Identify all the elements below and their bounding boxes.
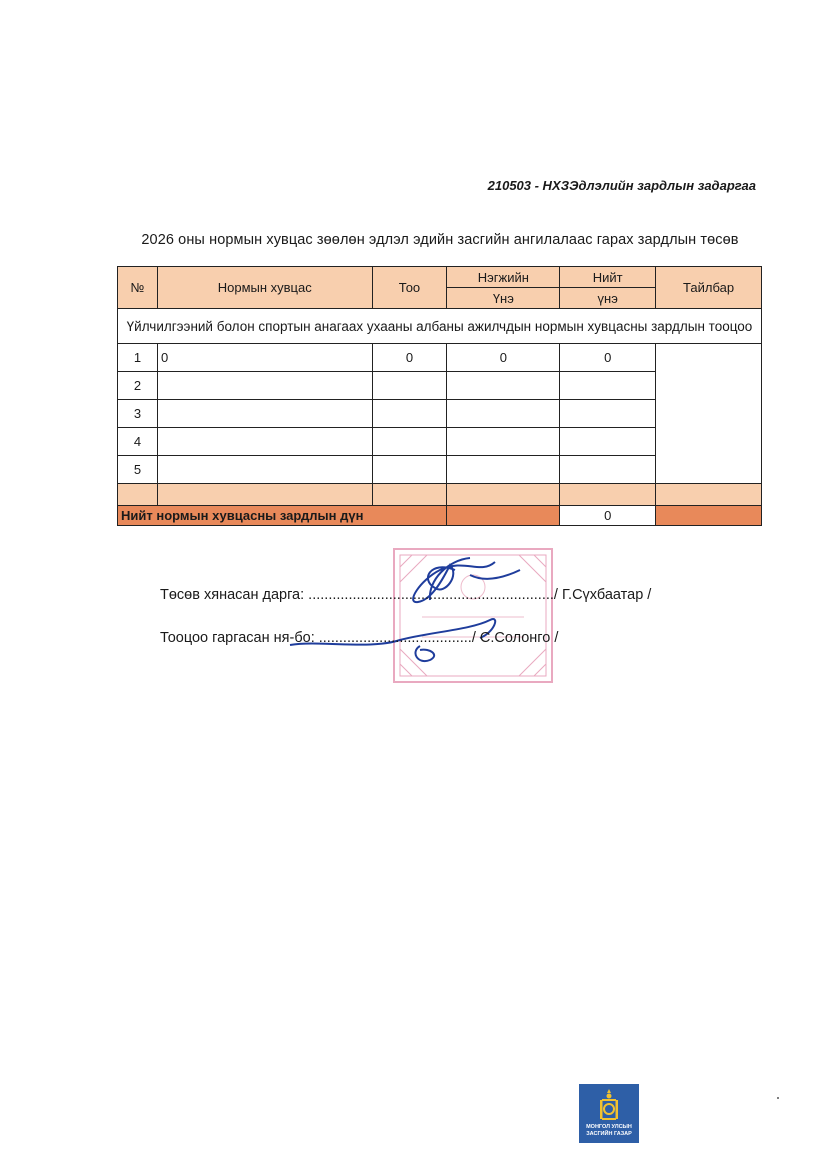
signature-line-accountant: Тооцоо гаргасан ня-бо: ....................................../ С.Солонго / xyxy=(160,630,559,646)
subtotal-cell xyxy=(372,484,447,506)
header-unit-bottom: Үнэ xyxy=(447,288,560,309)
subtotal-cell xyxy=(118,484,158,506)
table-header-row xyxy=(118,267,762,288)
soyombo-emblem-icon xyxy=(597,1088,621,1122)
row-no: 3 xyxy=(118,400,158,428)
row-no: 2 xyxy=(118,372,158,400)
row-name xyxy=(157,400,372,428)
header-note: Тайлбар xyxy=(656,267,762,309)
header-no: № xyxy=(118,267,158,309)
logo-text-line1: МОНГОЛ УЛСЫН xyxy=(586,1124,632,1130)
section-row xyxy=(118,309,762,344)
government-logo xyxy=(579,1084,639,1143)
row-name xyxy=(157,456,372,484)
row-qty xyxy=(372,400,447,428)
subtotal-cell xyxy=(656,484,762,506)
header-total-top: Нийт xyxy=(560,267,656,288)
row-note xyxy=(656,344,762,484)
row-unit-price xyxy=(447,456,560,484)
total-empty-cell xyxy=(447,506,560,526)
table-row xyxy=(118,344,762,372)
row-total: 0 xyxy=(560,344,656,372)
row-unit-price xyxy=(447,428,560,456)
subtotal-cell xyxy=(560,484,656,506)
code-title: 210503 - НХЗЭдлэлийн зардлын задаргаа xyxy=(487,178,756,193)
row-name: 0 xyxy=(157,344,372,372)
row-total xyxy=(560,400,656,428)
total-note-cell xyxy=(656,506,762,526)
row-unit-price xyxy=(447,372,560,400)
subtotal-cell xyxy=(447,484,560,506)
row-name xyxy=(157,428,372,456)
row-name xyxy=(157,372,372,400)
signature-line-director: Төсөв хянасан дарга: ............................................................./ Г.Сүхбаатар / xyxy=(160,587,652,603)
row-total xyxy=(560,456,656,484)
subtotal-cell xyxy=(157,484,372,506)
row-total xyxy=(560,428,656,456)
row-unit-price xyxy=(447,400,560,428)
budget-table xyxy=(117,266,762,526)
header-total-bottom: үнэ xyxy=(560,288,656,309)
header-name: Нормын хувцас xyxy=(157,267,372,309)
row-qty xyxy=(372,372,447,400)
row-no: 4 xyxy=(118,428,158,456)
total-value: 0 xyxy=(560,506,656,526)
row-no: 1 xyxy=(118,344,158,372)
row-qty: 0 xyxy=(372,344,447,372)
header-unit-top: Нэгжийн xyxy=(447,267,560,288)
signature-scribble xyxy=(280,540,540,680)
row-unit-price: 0 xyxy=(447,344,560,372)
header-qty: Тоо xyxy=(372,267,447,309)
document-title: 2026 оны нормын хувцас зөөлөн эдлэл эдийн засгийн ангилалаас гарах зардлын төсөв xyxy=(141,232,739,248)
total-row xyxy=(118,506,762,526)
subtotal-row xyxy=(118,484,762,506)
total-label: Нийт нормын хувцасны зардлын дүн xyxy=(118,506,447,526)
row-total xyxy=(560,372,656,400)
section-title: Үйлчилгээний болон спортын анагаах ухааны албаны ажилчдын нормын хувцасны зардлын тооцоо xyxy=(118,309,762,344)
logo-text-line2: ЗАСГИЙН ГАЗАР xyxy=(586,1131,632,1137)
scan-speck xyxy=(777,1097,779,1099)
row-no: 5 xyxy=(118,456,158,484)
row-qty xyxy=(372,428,447,456)
row-qty xyxy=(372,456,447,484)
